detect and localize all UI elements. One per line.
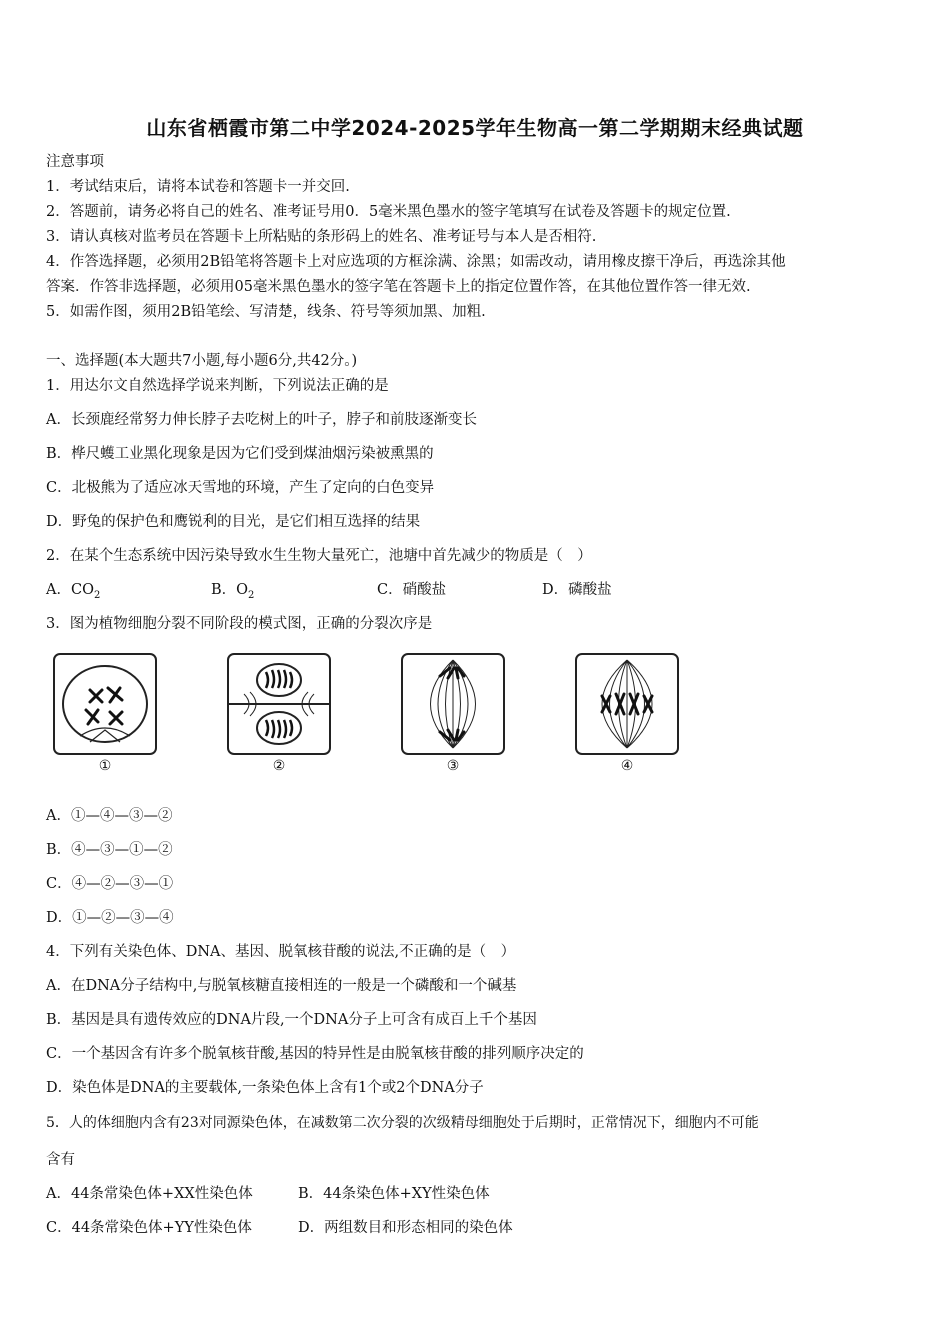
notice-item-1: 1．考试结束后，请将本试卷和答题卡一并交回. <box>46 179 350 195</box>
cell-division-figure <box>46 650 686 790</box>
notice-item-5: 5．如需作图，须用2B铅笔绘、写清楚，线条、符号等须加黑、加粗. <box>46 304 486 320</box>
figure-label-1: ① <box>98 758 112 774</box>
cell-3-svg <box>398 650 508 758</box>
q1-option-d: D．野兔的保护色和鹰锐利的目光，是它们相互选择的结果 <box>46 514 421 530</box>
cell-diagram-4 <box>572 650 682 780</box>
q4-option-a: A．在DNA分子结构中,与脱氧核糖直接相连的一般是一个磷酸和一个碱基 <box>46 978 517 994</box>
q1-option-a: A．长颈鹿经常努力伸长脖子去吃树上的叶子，脖子和前肢逐渐变长 <box>46 412 477 428</box>
cell-4-svg <box>572 650 682 758</box>
q5-option-a: A．44条常染色体+XX性染色体 <box>46 1186 253 1202</box>
q2-option-c: C．硝酸盐 <box>377 582 447 598</box>
notice-item-3: 3．请认真核对监考员在答题卡上所粘贴的条形码上的姓名、准考证号与本人是否相符. <box>46 229 597 245</box>
question-4-stem: 4．下列有关染色体、DNA、基因、脱氧核苷酸的说法,不正确的是（ ） <box>46 944 516 960</box>
figure-label-2: ② <box>272 758 286 774</box>
cell-1-svg <box>50 650 160 758</box>
q5-option-c: C．44条常染色体+YY性染色体 <box>46 1220 252 1236</box>
q2-option-a-sub: 2 <box>93 589 101 601</box>
question-5-stem: 5．人的体细胞内含有23对同源染色体，在减数第二次分裂的次级精母细胞处于后期时，正常情况下，细胞内不可能 <box>46 1115 759 1131</box>
q4-option-d: D．染色体是DNA的主要载体,一条染色体上含有1个或2个DNA分子 <box>46 1080 484 1096</box>
question-5-stem-cont: 含有 <box>46 1152 75 1168</box>
q1-option-b: B．桦尺蠖工业黑化现象是因为它们受到煤油烟污染被熏黑的 <box>46 446 434 462</box>
figure-label-3: ③ <box>446 758 460 774</box>
q2-option-b <box>211 580 254 606</box>
q5-option-d: D．两组数目和形态相同的染色体 <box>298 1220 513 1236</box>
q3-option-c: C．④—②—③—① <box>46 876 174 892</box>
page-title: 山东省栖霞市第二中学2024-2025学年生物高一第二学期期末经典试题 <box>146 116 804 140</box>
q4-option-b: B．基因是具有遗传效应的DNA片段,一个DNA分子上可含有成百上千个基因 <box>46 1012 537 1028</box>
cell-diagram-2 <box>224 650 334 780</box>
cell-diagram-1 <box>50 650 160 780</box>
section-heading: 一、选择题(本大题共7小题,每小题6分,共42分。) <box>46 353 358 369</box>
q2-option-d: D．磷酸盐 <box>542 582 612 598</box>
q4-option-c: C．一个基因含有许多个脱氧核苷酸,基因的特异性是由脱氧核苷酸的排列顺序决定的 <box>46 1046 584 1062</box>
notice-heading: 注意事项 <box>46 154 104 170</box>
cell-2-svg <box>224 650 334 758</box>
question-3-stem: 3．图为植物细胞分裂不同阶段的模式图，正确的分裂次序是 <box>46 616 433 632</box>
q3-option-b: B．④—③—①—② <box>46 842 173 858</box>
q1-option-c: C．北极熊为了适应冰天雪地的环境，产生了定向的白色变异 <box>46 480 435 496</box>
q2-option-a <box>46 580 100 606</box>
question-1-stem: 1．用达尔文自然选择学说来判断，下列说法正确的是 <box>46 378 389 394</box>
q3-option-d: D．①—②—③—④ <box>46 910 174 926</box>
q2-option-b-sub: 2 <box>248 589 255 601</box>
figure-label-4: ④ <box>620 758 634 774</box>
q2-option-b-text: B．O <box>211 582 249 598</box>
notice-item-4: 4．作答选择题，必须用2B铅笔将答题卡上对应选项的方框涂满、涂黑；如需改动，请用橡皮擦干净后，再选涂其他 <box>46 254 786 270</box>
q5-option-b: B．44条染色体+XY性染色体 <box>298 1186 490 1202</box>
q2-option-a-text: A．CO <box>46 582 94 598</box>
cell-diagram-3 <box>398 650 508 780</box>
question-2-stem: 2．在某个生态系统中因污染导致水生生物大量死亡，池塘中首先减少的物质是（ ） <box>46 548 592 564</box>
notice-item-4-cont: 答案．作答非选择题，必须用05毫米黑色墨水的签字笔在答题卡上的指定位置作答，在其他位置作答一律无效. <box>46 279 751 295</box>
q3-option-a: A．①—④—③—② <box>46 808 173 824</box>
notice-item-2: 2．答题前，请务必将自己的姓名、准考证号用0．5毫米黑色墨水的签字笔填写在试卷及答题卡的规定位置. <box>46 204 731 220</box>
